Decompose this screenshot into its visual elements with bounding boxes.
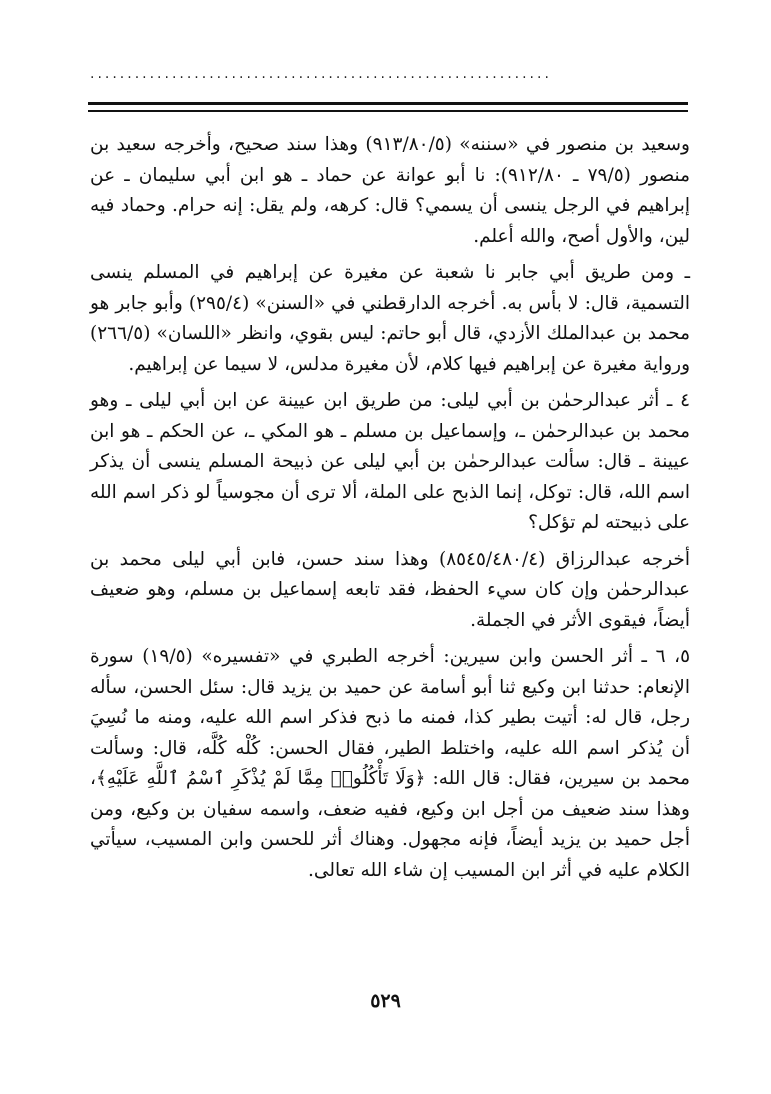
paragraph-2: ـ ومن طريق أبي جابر نا شعبة عن مغيرة عن إبراهيم في المسلم ينسى التسمية، قال: لا بأس به. أخرجه الدارقطني في «السنن» (٢٩٥/٤) وأبو جابر هو محمد بن عبدالملك الأزدي، قال أبو حاتم: ليس بقوي، وانظر «اللسان» (٢٦٦/٥) ورواية مغيرة عن إبراهيم فيها كلام، لأن مغيرة مدلس، لا سيما عن إبراهيم. <box>90 262 690 375</box>
header-dotted-line: .............................................................. <box>90 66 552 82</box>
header-rule-thick <box>88 102 688 105</box>
page-body <box>90 130 690 892</box>
paragraph-1: وسعيد بن منصور في «سننه» (٩١٣/٨٠/٥) وهذا سند صحيح، وأخرجه سعيد بن منصور (٧٩/٥ ـ ٩١٢/٨٠): نا أبو عوانة عن حماد ـ هو ابن أبي سليمان ـ عن إبراهيم في الرجل ينسى أن يسمي؟ قال: كرهه، ولم يقل: إنه حرام. وحماد فيه لين، والأول أصح، والله أعلم. <box>90 134 691 247</box>
header-rule-thin <box>88 110 688 112</box>
paragraph-5: ٥، ٦ ـ أثر الحسن وابن سيرين: أخرجه الطبري في «تفسيره» (١٩/٥) سورة الإنعام: حدثنا ابن وكيع ثنا أبو أسامة عن حميد بن يزيد قال: سئل الحسن، سأله رجل، قال له: أتيت بطير كذا، فمنه ما ذبح فذكر اسم الله عليه، ومنه ما نُسِيَ أن يُذكر اسم الله عليه، واختلط الطير، فقال الحسن: كُلْه كُلَّه، قال: وسألت محمد بن سيرين، فقال: قال الله: ﴿وَلَا تَأْكُلُوا۟ مِمَّا لَمْ يُذْكَرِ ٱسْمُ ٱللَّهِ عَلَيْهِ﴾، وهذا سند ضعيف من أجل ابن وكيع، ففيه ضعف، واسمه سفيان بن وكيع، ومن أجل حميد بن يزيد أيضاً، فإنه مجهول. وهناك أثر للحسن وابن المسيب، سيأتي الكلام عليه في أثر ابن المسيب إن شاء الله تعالى. <box>90 646 690 881</box>
paragraph-4: أخرجه عبدالرزاق (٨٥٤٥/٤٨٠/٤) وهذا سند حسن، فابن أبي ليلى محمد بن عبدالرحمٰن وإن كان سيء الحفظ، فقد تابعه إسماعيل بن مسلم، وهو ضعيف أيضاً، فيقوى الأثر في الجملة. <box>90 548 690 631</box>
page-number: ٥٢٩ <box>370 990 401 1012</box>
paragraph-3: ٤ ـ أثر عبدالرحمٰن بن أبي ليلى: من طريق ابن عيينة عن ابن أبي ليلى ـ وهو محمد بن عبدالرحمٰن ـ، وإسماعيل بن مسلم ـ هو المكي ـ، عن الحكم ـ هو ابن عيينة ـ قال: سألت عبدالرحمٰن بن أبي ليلى عن ذبيحة المسلم ينسى أن يذكر اسم الله، قال: توكل، إنما الذبح على الملة، ألا ترى أن مجوسياً لو ذكر اسم الله على ذبيحته لم تؤكل؟ <box>90 390 690 533</box>
